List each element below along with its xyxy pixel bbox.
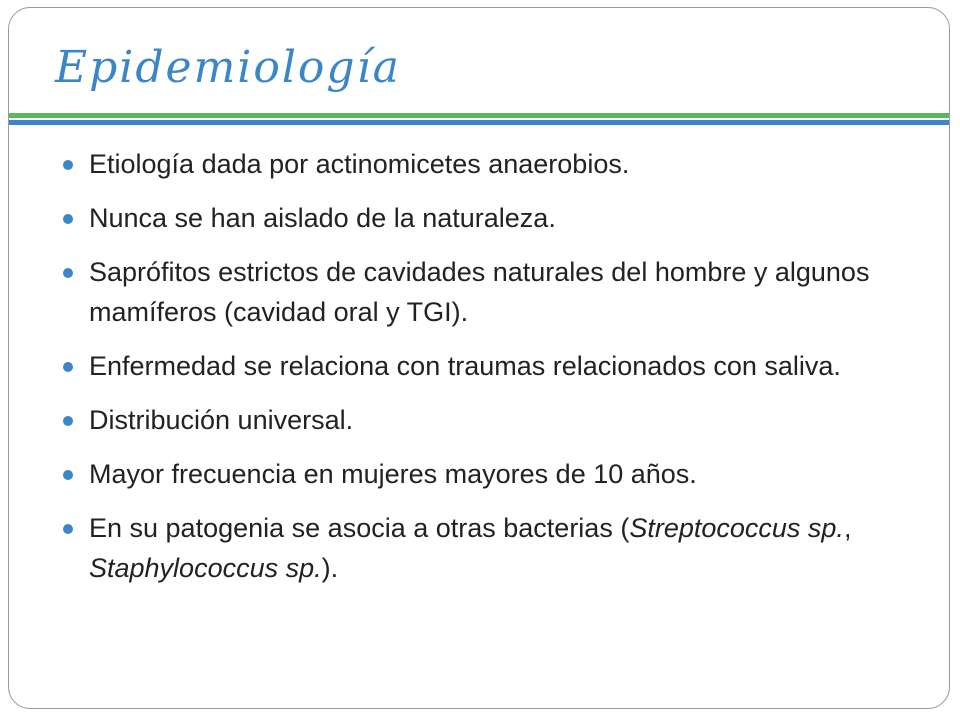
bullet-text (89, 513, 851, 583)
bullet-dot-icon (63, 524, 73, 534)
bullet-text: Nunca se han aislado de la naturaleza. (89, 203, 556, 233)
bullet-item (61, 400, 931, 440)
bullet-dot-icon (63, 214, 73, 224)
bullet-item (61, 346, 931, 386)
species-name: Streptococcus sp. (629, 513, 844, 543)
bullet-text: Mayor frecuencia en mujeres mayores de 10 años. (89, 459, 697, 489)
bullet-item (61, 198, 931, 238)
bullet-item (61, 252, 931, 332)
bullet-text-part: ). (321, 553, 339, 583)
bullet-dot-icon (63, 416, 73, 426)
title-divider-blue (9, 120, 949, 125)
bullet-dot-icon (63, 362, 73, 372)
bullet-text: Enfermedad se relaciona con traumas relacionados con saliva. (89, 351, 841, 381)
bullet-dot-icon (63, 160, 73, 170)
bullet-list (61, 144, 931, 602)
bullet-text: Saprófitos estrictos de cavidades naturales del hombre y algunos mamíferos (cavidad oral y TGI). (89, 257, 870, 327)
bullet-item (61, 454, 931, 494)
bullet-item (61, 508, 931, 588)
species-name: Staphylococcus sp. (89, 553, 322, 583)
bullet-item (61, 144, 931, 184)
bullet-text: Etiología dada por actinomicetes anaerobios. (89, 149, 630, 179)
title-divider (9, 113, 949, 133)
bullet-text: Distribución universal. (89, 405, 354, 435)
bullet-dot-icon (63, 470, 73, 480)
bullet-dot-icon (63, 268, 73, 278)
bullet-text-separator: , (843, 513, 852, 543)
slide-title: Epidemiología (55, 42, 401, 93)
bullet-text-part: En su patogenia se asocia a otras bacterias ( (89, 513, 630, 543)
slide (8, 7, 950, 709)
